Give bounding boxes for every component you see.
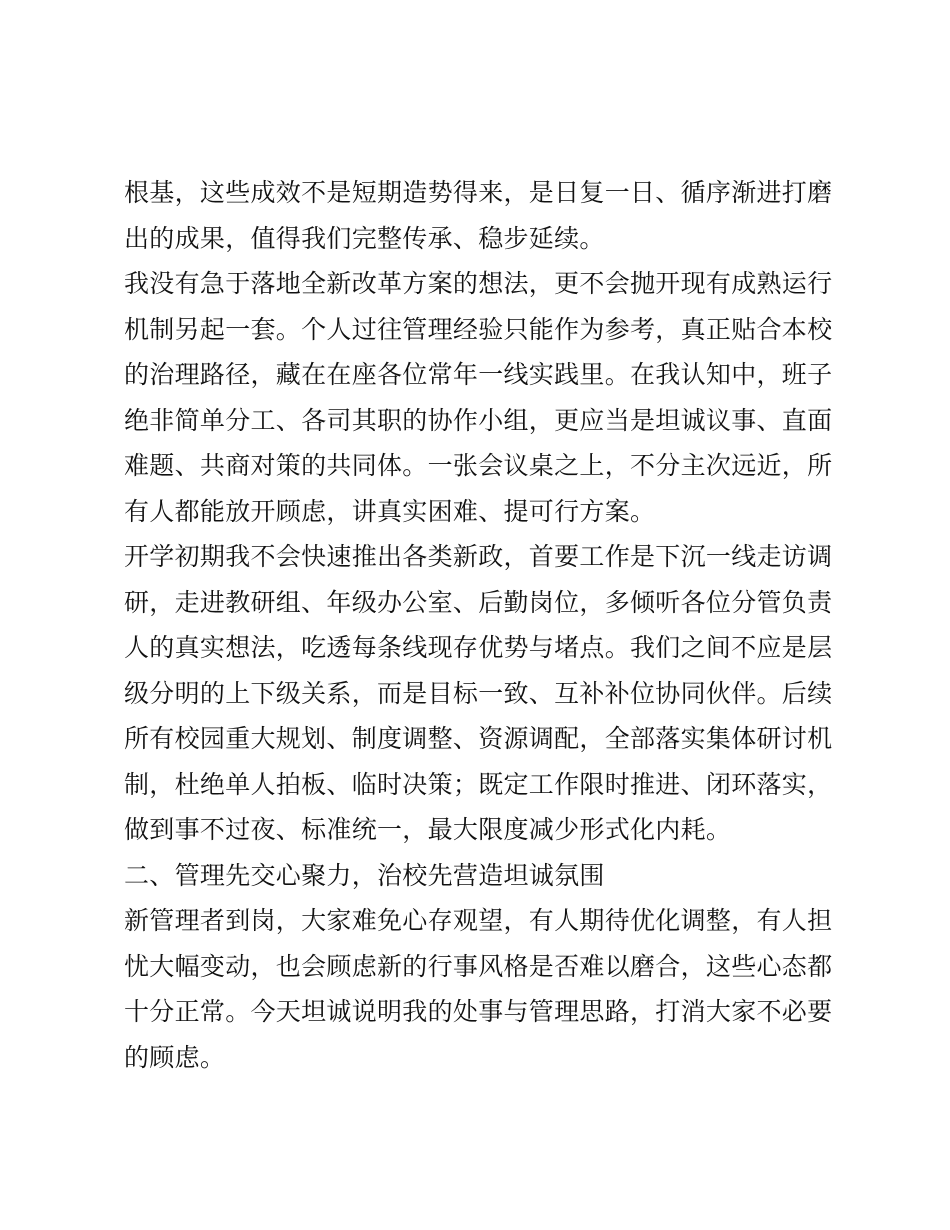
text-line: 有人都能放开顾虑，讲真实困难、提可行方案。 xyxy=(124,496,656,526)
text-line: 我没有急于落地全新改革方案的想法，更不会抛开现有成熟运行 xyxy=(124,269,833,298)
text-line: 的顾虑。 xyxy=(124,1042,226,1072)
text-line: 难题、共商对策的共同体。一张会议桌之上，不分主次远近，所 xyxy=(124,451,833,480)
text-line: 绝非简单分工、各司其职的协作小组，更应当是坦诚议事、直面 xyxy=(124,405,833,435)
text-line: 制，杜绝单人拍板、临时决策；既定工作限时推进、闭环落实， xyxy=(124,769,833,799)
text-line: 开学初期我不会快速推出各类新政，首要工作是下沉一线走访调 xyxy=(124,542,833,571)
section-heading: 二、管理先交心聚力，治校先营造坦诚氛围 xyxy=(124,860,605,890)
text-line: 所有校园重大规划、制度调整、资源调配，全部落实集体研讨机 xyxy=(124,724,833,753)
text-line: 级分明的上下级关系，而是目标一致、互补补位协同伙伴。后续 xyxy=(124,678,833,708)
text-line: 十分正常。今天坦诚说明我的处事与管理思路，打消大家不必要 xyxy=(124,997,833,1026)
text-line: 做到事不过夜、标准统一，最大限度减少形式化内耗。 xyxy=(124,815,732,844)
document-body xyxy=(124,170,838,1080)
text-line: 的治理路径，藏在在座各位常年一线实践里。在我认知中，班子 xyxy=(124,360,833,389)
text-line: 机制另起一套。个人过往管理经验只能作为参考，真正贴合本校 xyxy=(124,314,833,344)
text-line: 根基，这些成效不是短期造势得来，是日复一日、循序渐进打磨 xyxy=(124,178,833,207)
text-line: 出的成果，值得我们完整传承、稳步延续。 xyxy=(124,223,605,253)
text-line: 人的真实想法，吃透每条线现存优势与堵点。我们之间不应是层 xyxy=(124,633,833,662)
text-line: 研，走进教研组、年级办公室、后勤岗位，多倾听各位分管负责 xyxy=(124,587,833,617)
text-line: 忧大幅变动，也会顾虑新的行事风格是否难以磨合，这些心态都 xyxy=(124,951,833,981)
text-line: 新管理者到岗，大家难免心存观望，有人期待优化调整，有人担 xyxy=(124,906,833,935)
